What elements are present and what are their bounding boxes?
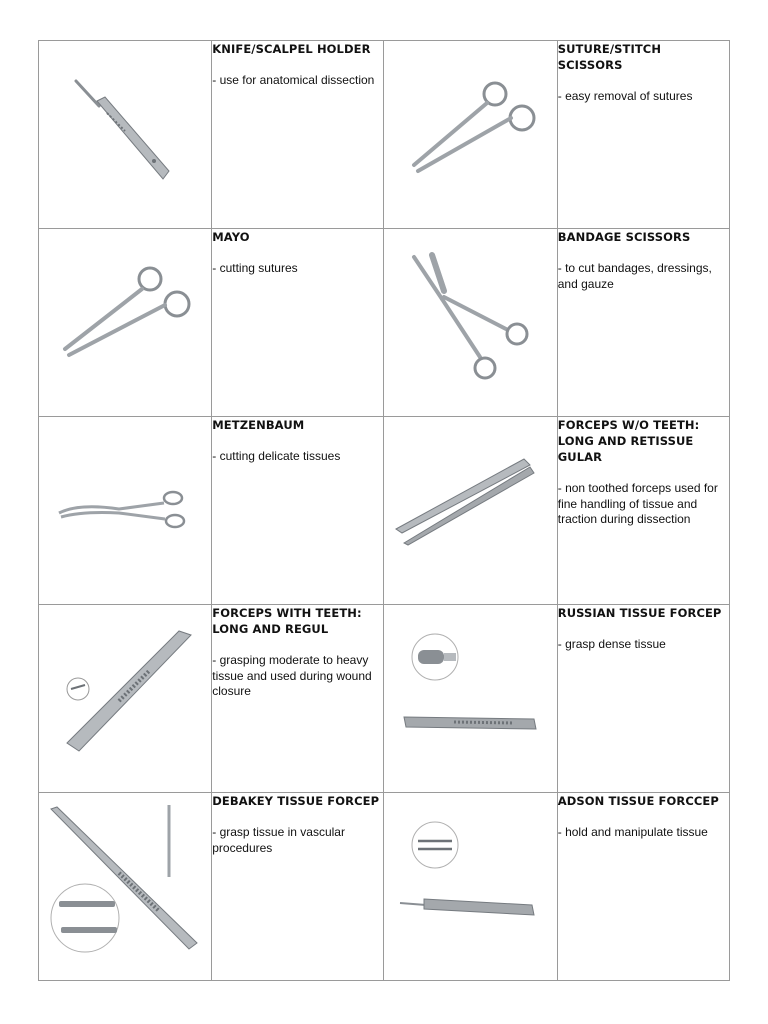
metzenbaum-scissors-icon: [39, 417, 211, 604]
instrument-title: SUTURE/STITCH SCISSORS: [557, 42, 662, 72]
instrument-description: - cutting delicate tissues: [212, 449, 341, 463]
instrument-description: - grasp tissue in vascular procedures: [212, 825, 345, 855]
instrument-title: METZENBAUM: [212, 418, 305, 432]
text-cell: [212, 229, 384, 417]
image-cell: [39, 793, 212, 981]
bandage-scissors-icon: [384, 229, 556, 416]
text-cell: [557, 41, 729, 229]
instrument-title: MAYO: [212, 230, 250, 244]
instrument-description: - use for anatomical dissection: [212, 73, 375, 87]
table-row: [39, 417, 730, 605]
image-cell: [384, 41, 557, 229]
instrument-description: - grasp dense tissue: [557, 637, 666, 651]
russian-forceps-icon: [384, 605, 556, 792]
image-cell: [384, 793, 557, 981]
instrument-description: - cutting sutures: [212, 261, 298, 275]
instrument-title: FORCEPS WITH TEETH: LONG AND REGUL: [212, 606, 362, 636]
debakey-forceps-icon: [39, 793, 211, 980]
image-cell: [39, 605, 212, 793]
image-cell: [384, 229, 557, 417]
table-row: [39, 605, 730, 793]
table-row: [39, 229, 730, 417]
mayo-scissors-icon: [39, 229, 211, 416]
text-cell: [557, 793, 729, 981]
scalpel-holder-icon: [39, 41, 211, 228]
image-cell: [39, 229, 212, 417]
smooth-forceps-icon: [384, 417, 556, 604]
instrument-description: - to cut bandages, dressings, and gauze: [557, 261, 712, 291]
instrument-title: RUSSIAN TISSUE FORCEP: [557, 606, 722, 620]
image-cell: [39, 417, 212, 605]
instrument-description: - non toothed forceps used for fine handling of tissue and traction during dissection: [557, 481, 718, 526]
text-cell: [212, 793, 384, 981]
text-cell: [557, 605, 729, 793]
image-cell: [384, 605, 557, 793]
instrument-title: BANDAGE SCISSORS: [557, 230, 691, 244]
instrument-description: - easy removal of sutures: [557, 89, 693, 103]
stitch-scissors-icon: [384, 41, 556, 228]
instrument-title: KNIFE/SCALPEL HOLDER: [212, 42, 371, 56]
instrument-title: FORCEPS W/O TEETH: LONG AND RETISSUE GULAR: [557, 418, 700, 464]
table-row: [39, 41, 730, 229]
text-cell: [557, 229, 729, 417]
table-row: [39, 793, 730, 981]
instrument-title: ADSON TISSUE FORCCEP: [557, 794, 719, 808]
instrument-description: - grasping moderate to heavy tissue and used during wound closure: [212, 653, 372, 698]
image-cell: [39, 41, 212, 229]
adson-forceps-icon: [384, 793, 556, 980]
text-cell: [212, 417, 384, 605]
image-cell: [384, 417, 557, 605]
instrument-description: - hold and manipulate tissue: [557, 825, 708, 839]
text-cell: [212, 605, 384, 793]
text-cell: [557, 417, 729, 605]
text-cell: [212, 41, 384, 229]
toothed-forceps-icon: [39, 605, 211, 792]
instrument-table: [38, 40, 730, 981]
instrument-title: DEBAKEY TISSUE FORCEP: [212, 794, 380, 808]
